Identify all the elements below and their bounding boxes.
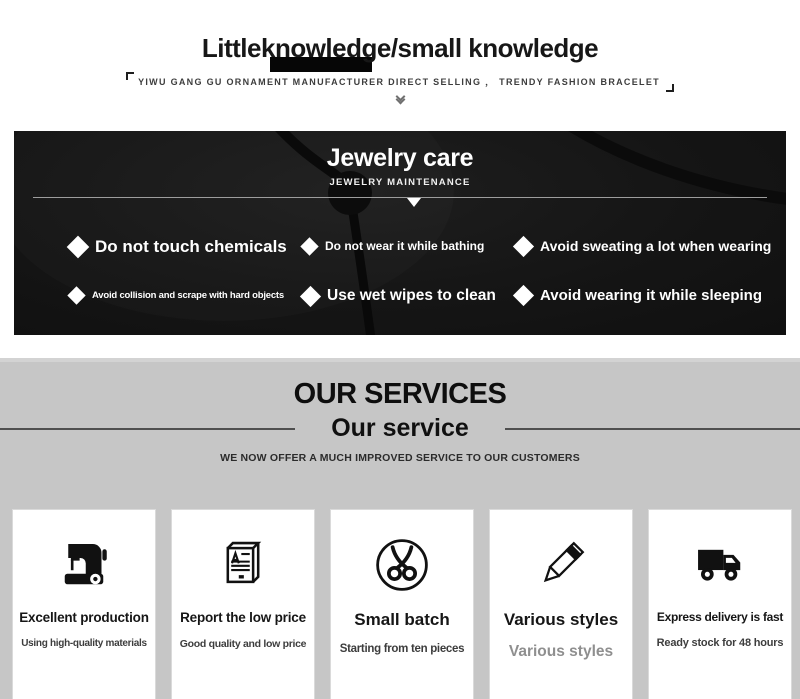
header-subtitle-text: YIWU GANG GU ORNAMENT MANUFACTURER DIRECT SELLING ， TRENDY FASHION BRACELET [138, 77, 660, 87]
divider-line [33, 197, 767, 198]
care-item [516, 287, 762, 304]
services-title: OUR SERVICES [293, 378, 507, 410]
card-title: Various styles [503, 610, 619, 629]
service-card-production [12, 509, 156, 699]
care-item [70, 289, 284, 302]
double-chevron-down-icon [0, 93, 800, 103]
card-subtitle: Using high-quality materials [21, 638, 147, 649]
jewelry-care-panel [14, 131, 786, 335]
service-cards-row [12, 509, 792, 699]
care-item-label: Do not touch chemicals [95, 237, 287, 256]
diamond-bullet-icon [67, 236, 90, 259]
care-subtitle: JEWELRY MAINTENANCE [329, 177, 471, 188]
care-title: Jewelry care [326, 144, 474, 172]
service-card-styles [489, 509, 633, 699]
service-card-delivery [648, 509, 792, 699]
care-item [70, 237, 287, 257]
card-title: Report the low price [180, 610, 306, 625]
services-subtitle-row [0, 414, 800, 443]
care-item [303, 239, 484, 253]
diamond-bullet-icon [300, 237, 318, 255]
title-wrap [0, 31, 800, 65]
card-subtitle: Good quality and low price [179, 638, 307, 650]
bracket-bottom-right-icon [666, 84, 674, 92]
card-title: Small batch [354, 610, 450, 629]
care-item-label: Avoid wearing it while sleeping [540, 287, 762, 304]
card-subtitle: Various styles [508, 643, 614, 660]
diamond-bullet-icon [513, 235, 534, 256]
page-title: Littleknowledge/small knowledge [201, 33, 599, 63]
services-section [0, 358, 800, 699]
scissors-icon [331, 528, 473, 602]
header [0, 0, 800, 131]
card-subtitle: Starting from ten pieces [339, 643, 465, 655]
truck-icon [649, 528, 791, 602]
pencil-icon [490, 528, 632, 602]
diamond-bullet-icon [67, 286, 85, 304]
care-item-label: Use wet wipes to clean [327, 287, 496, 304]
header-subtitle [126, 72, 674, 92]
card-subtitle: Ready stock for 48 hours [656, 637, 784, 649]
care-item-label: Avoid collision and scrape with hard objects [92, 290, 284, 301]
service-card-price [171, 509, 315, 699]
divider-line [505, 428, 800, 430]
diamond-bullet-icon [300, 285, 321, 306]
service-card-small-batch [330, 509, 474, 699]
price-document-icon [172, 528, 314, 602]
sewing-machine-icon [13, 528, 155, 602]
services-subtitle: Our service [331, 414, 469, 442]
card-title: Excellent production [19, 610, 149, 625]
diamond-bullet-icon [513, 285, 534, 306]
care-item-label: Avoid sweating a lot when wearing [540, 238, 772, 254]
bracket-top-left-icon [126, 72, 134, 80]
care-item-label: Do not wear it while bathing [325, 239, 485, 253]
card-title: Express delivery is fast [656, 610, 784, 624]
arrow-down-icon [407, 198, 421, 207]
care-item [303, 287, 496, 305]
services-tagline: WE NOW OFFER A MUCH IMPROVED SERVICE TO OUR CUSTOMERS [220, 452, 580, 464]
divider-line [0, 428, 295, 430]
care-item [516, 238, 771, 254]
